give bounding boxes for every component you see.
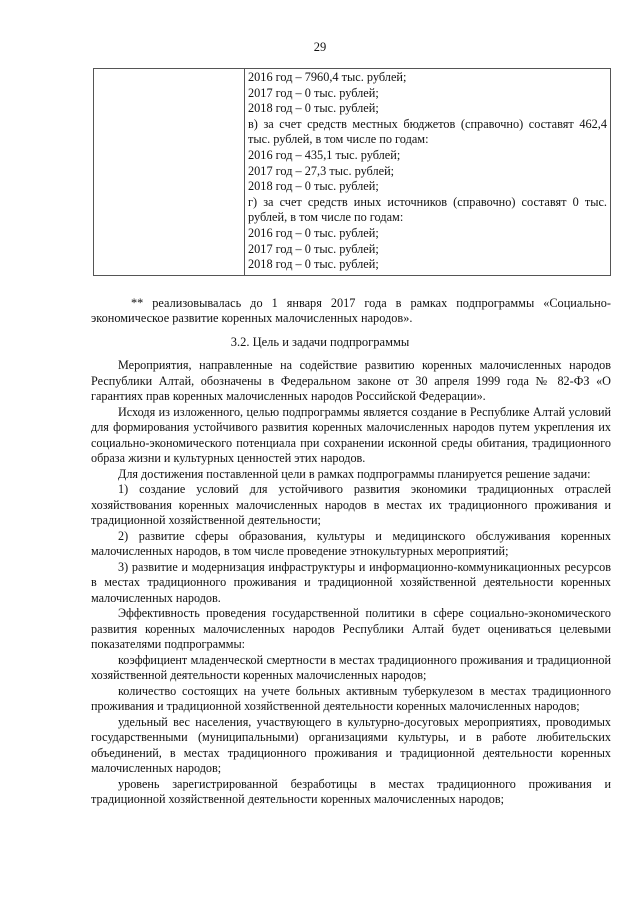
paragraph: 2) развитие сферы образования, культуры и медицинского обслуживания коренных малочисленных народов, в том числе проведение этнокультурных мероприятий; xyxy=(91,528,611,558)
paragraph: Мероприятия, направленные на содействие развитию коренных малочисленных народов Республики Алтай, обозначены в Федеральном законе от 30 апреля 1999 года № 82-ФЗ «О гарантиях прав коренных малочисленных народов Российской Федерации». xyxy=(91,358,611,403)
paragraph: Для достижения поставленной цели в рамках подпрограммы планируется решение задачи: xyxy=(118,466,591,481)
page-number: 29 xyxy=(313,40,327,54)
budget-table xyxy=(93,68,611,276)
body-text xyxy=(91,358,611,808)
paragraph: количество состоящих на учете больных активным туберкулезом в местах традиционного проживания и традиционной хозяйственной деятельности коренных малочисленных народов; xyxy=(91,683,611,713)
footnote xyxy=(91,296,611,327)
paragraph: Исходя из изложенного, целью подпрограммы является создание в Республике Алтай условий для формирования устойчивого развития коренных малочисленных народов путем укрепления их социально-экономического потенциала при сохранении исконной среды обитания, традиционного образа жизни и культурных ценностей этих народов. xyxy=(91,404,611,465)
section-heading: 3.2. Цель и задачи подпрограммы xyxy=(230,335,410,349)
table-cell-funding xyxy=(245,69,611,276)
table-line: 2018 год – 0 тыс. рублей; xyxy=(248,179,379,194)
table-cell-empty xyxy=(94,69,245,276)
paragraph: удельный вес населения, участвующего в культурно-досуговых мероприятиях, проводимых государственными (муниципальными) организациями культуры, и в работе любительских объединений, в местах традиционного проживания и традиционной деятельности коренных малочисленных народов; xyxy=(91,714,611,775)
paragraph: уровень зарегистрированной безработицы в местах традиционного проживания и традиционной хозяйственной деятельности коренных малочисленных народов; xyxy=(91,776,611,806)
table-line: 2016 год – 7960,4 тыс. рублей; xyxy=(248,70,407,84)
table-row xyxy=(94,69,611,276)
table-line: 2017 год – 0 тыс. рублей; xyxy=(248,241,379,256)
table-line: г) за счет средств иных источников (справочно) составят 0 тыс. рублей, в том числе по годам: xyxy=(248,194,607,225)
table-line: 2018 год – 0 тыс. рублей; xyxy=(248,101,379,116)
table-line: 2016 год – 435,1 тыс. рублей; xyxy=(248,147,401,162)
paragraph: 3) развитие и модернизация инфраструктуры и информационно-коммуникационных ресурсов в местах традиционного проживания и традиционной хозяйственной деятельности коренных малочисленных народов. xyxy=(91,559,611,605)
paragraph: 1) создание условий для устойчивого развития экономики традиционных отраслей хозяйствования коренных малочисленных народов в местах их традиционного проживания и традиционной хозяйственной деятельности; xyxy=(91,482,611,527)
table-line: в) за счет средств местных бюджетов (справочно) составят 462,4 тыс. рублей, в том числе по годам: xyxy=(248,116,607,147)
table-line: 2017 год – 27,3 тыс. рублей; xyxy=(248,163,395,178)
footnote-line: экономическое развитие коренных малочисленных народов». xyxy=(91,311,413,326)
paragraph: коэффициент младенческой смертности в местах традиционного проживания и традиционной хозяйственной деятельности коренных малочисленных народов; xyxy=(91,652,611,682)
footnote-line: ** реализовывалась до 1 января 2017 года в рамках подпрограммы «Социально- xyxy=(131,296,611,310)
table-line: 2018 год – 0 тыс. рублей; xyxy=(248,257,379,272)
paragraph: Эффективность проведения государственной политики в сфере социально-экономического развития коренных малочисленных народов Республики Алтай будет оцениваться целевыми показателями подпрограммы: xyxy=(91,606,611,651)
table-line: 2016 год – 0 тыс. рублей; xyxy=(248,225,379,240)
table-line: 2017 год – 0 тыс. рублей; xyxy=(248,85,379,100)
